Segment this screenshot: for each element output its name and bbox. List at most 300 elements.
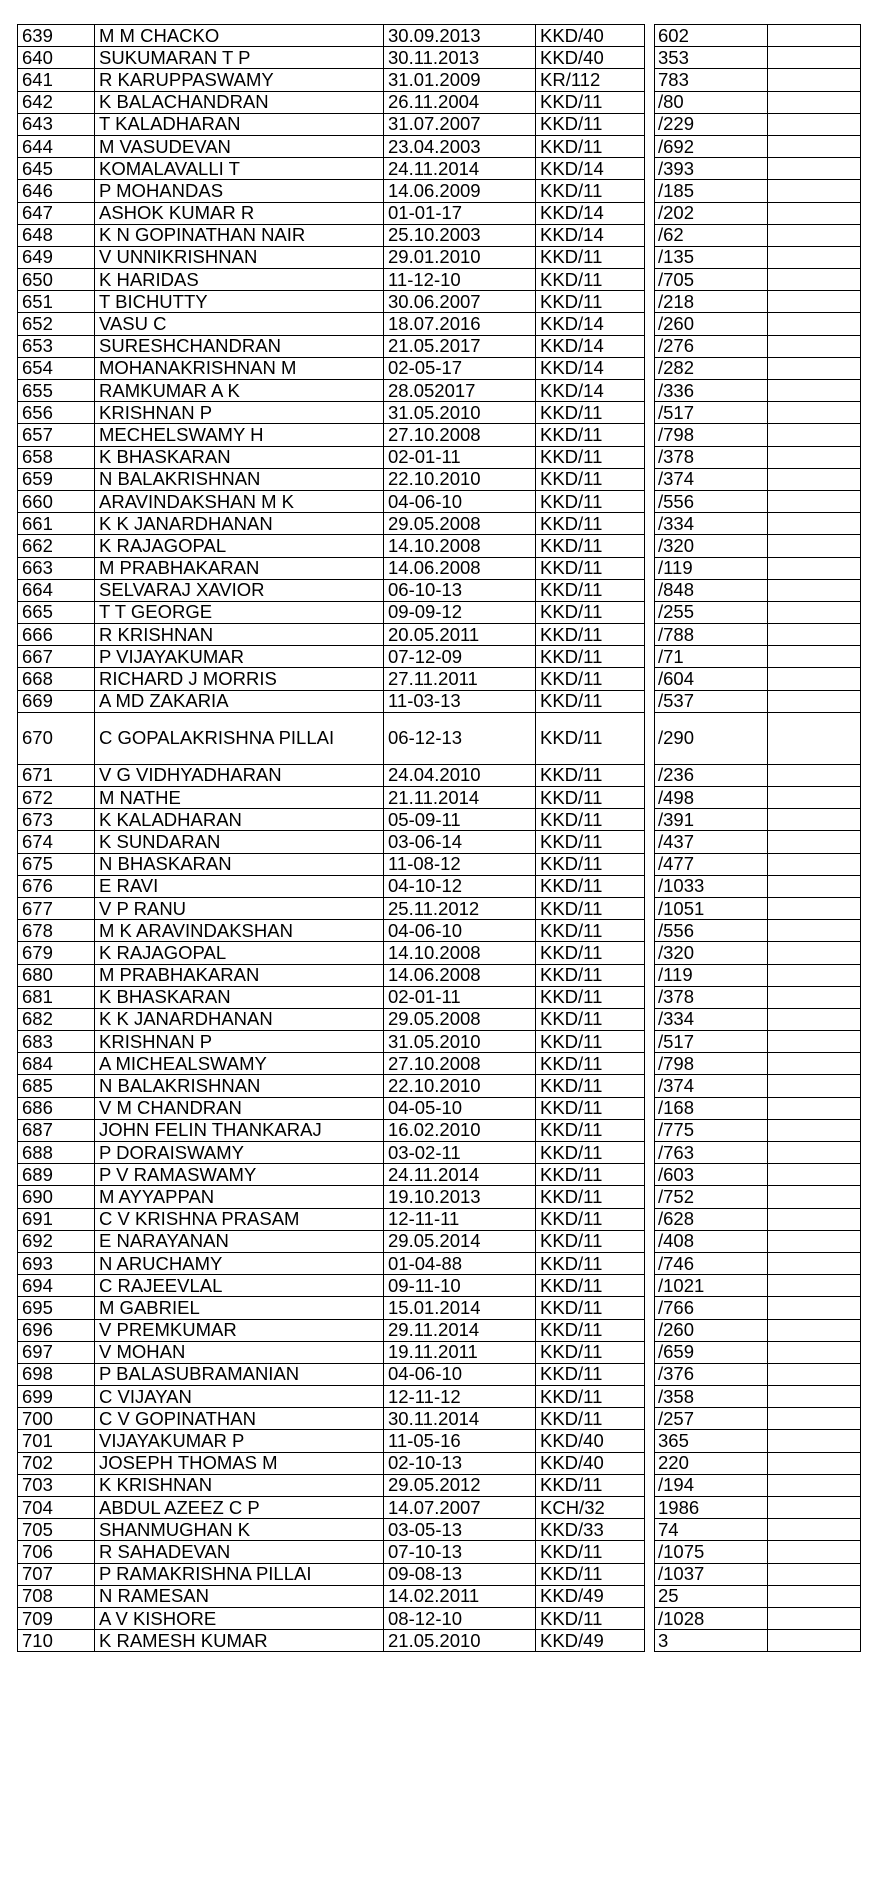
reference-number-cell: /282 [655, 357, 768, 379]
date-cell: 24.11.2014 [384, 1164, 536, 1186]
name-cell: C VIJAYAN [95, 1386, 384, 1408]
reference-prefix-cell: KKD/11 [536, 1008, 645, 1030]
name-cell: M GABRIEL [95, 1297, 384, 1319]
date-cell: 31.05.2010 [384, 402, 536, 424]
column-gap [645, 1563, 655, 1585]
reference-number-cell: /376 [655, 1363, 768, 1385]
reference-number-cell: /260 [655, 313, 768, 335]
date-cell: 31.01.2009 [384, 69, 536, 91]
table-row [18, 1053, 861, 1075]
date-cell: 29.11.2014 [384, 1319, 536, 1341]
serial-number-cell: 655 [18, 380, 95, 402]
table-row [18, 535, 861, 557]
table-row [18, 787, 861, 809]
remarks-cell [768, 180, 861, 202]
serial-number-cell: 693 [18, 1252, 95, 1274]
remarks-cell [768, 1097, 861, 1119]
remarks-cell [768, 313, 861, 335]
reference-number-cell: /517 [655, 1031, 768, 1053]
column-gap [645, 113, 655, 135]
reference-number-cell: /556 [655, 920, 768, 942]
date-cell: 21.05.2017 [384, 335, 536, 357]
remarks-cell [768, 809, 861, 831]
table-row [18, 1408, 861, 1430]
date-cell: 29.05.2008 [384, 1008, 536, 1030]
reference-prefix-cell: KKD/11 [536, 135, 645, 157]
column-gap [645, 1430, 655, 1452]
serial-number-cell: 708 [18, 1585, 95, 1607]
remarks-cell [768, 764, 861, 786]
reference-prefix-cell: KKD/11 [536, 1297, 645, 1319]
serial-number-cell: 697 [18, 1341, 95, 1363]
serial-number-cell: 685 [18, 1075, 95, 1097]
name-cell: C V KRISHNA PRASAM [95, 1208, 384, 1230]
reference-prefix-cell: KKD/11 [536, 113, 645, 135]
remarks-cell [768, 712, 861, 764]
serial-number-cell: 694 [18, 1275, 95, 1297]
name-cell: M AYYAPPAN [95, 1186, 384, 1208]
remarks-cell [768, 601, 861, 623]
date-cell: 08-12-10 [384, 1607, 536, 1629]
column-gap [645, 831, 655, 853]
serial-number-cell: 644 [18, 135, 95, 157]
table-row [18, 764, 861, 786]
column-gap [645, 1363, 655, 1385]
serial-number-cell: 673 [18, 809, 95, 831]
serial-number-cell: 674 [18, 831, 95, 853]
serial-number-cell: 659 [18, 468, 95, 490]
remarks-cell [768, 942, 861, 964]
reference-prefix-cell: KKD/11 [536, 1341, 645, 1363]
table-row [18, 1252, 861, 1274]
remarks-cell [768, 1452, 861, 1474]
name-cell: KOMALAVALLI T [95, 158, 384, 180]
table-body [18, 25, 861, 1652]
column-gap [645, 624, 655, 646]
serial-number-cell: 687 [18, 1119, 95, 1141]
serial-number-cell: 661 [18, 513, 95, 535]
column-gap [645, 712, 655, 764]
remarks-cell [768, 1363, 861, 1385]
table-row [18, 668, 861, 690]
date-cell: 18.07.2016 [384, 313, 536, 335]
reference-prefix-cell: KKD/14 [536, 357, 645, 379]
reference-number-cell: /378 [655, 986, 768, 1008]
name-cell: K RAJAGOPAL [95, 942, 384, 964]
reference-prefix-cell: KKD/11 [536, 646, 645, 668]
reference-number-cell: /393 [655, 158, 768, 180]
column-gap [645, 809, 655, 831]
reference-prefix-cell: KKD/11 [536, 246, 645, 268]
reference-prefix-cell: KKD/14 [536, 224, 645, 246]
remarks-cell [768, 224, 861, 246]
serial-number-cell: 688 [18, 1142, 95, 1164]
column-gap [645, 180, 655, 202]
reference-prefix-cell: KKD/14 [536, 158, 645, 180]
serial-number-cell: 648 [18, 224, 95, 246]
reference-number-cell: /62 [655, 224, 768, 246]
pension-register-table [17, 24, 861, 1652]
reference-number-cell: /604 [655, 668, 768, 690]
table-row [18, 557, 861, 579]
date-cell: 09-11-10 [384, 1275, 536, 1297]
reference-number-cell: /1021 [655, 1275, 768, 1297]
table-row [18, 1008, 861, 1030]
reference-number-cell: /1051 [655, 897, 768, 919]
serial-number-cell: 669 [18, 690, 95, 712]
reference-prefix-cell: KKD/14 [536, 313, 645, 335]
reference-prefix-cell: KKD/11 [536, 557, 645, 579]
column-gap [645, 646, 655, 668]
column-gap [645, 446, 655, 468]
name-cell: A MD ZAKARIA [95, 690, 384, 712]
reference-number-cell: /320 [655, 535, 768, 557]
reference-prefix-cell: KKD/11 [536, 490, 645, 512]
remarks-cell [768, 490, 861, 512]
serial-number-cell: 681 [18, 986, 95, 1008]
name-cell: K RAJAGOPAL [95, 535, 384, 557]
reference-prefix-cell: KKD/11 [536, 712, 645, 764]
table-row [18, 402, 861, 424]
serial-number-cell: 639 [18, 25, 95, 47]
reference-number-cell: /628 [655, 1208, 768, 1230]
name-cell: KRISHNAN P [95, 1031, 384, 1053]
reference-number-cell: /705 [655, 269, 768, 291]
table-row [18, 335, 861, 357]
serial-number-cell: 707 [18, 1563, 95, 1585]
table-row [18, 1430, 861, 1452]
name-cell: K K JANARDHANAN [95, 1008, 384, 1030]
date-cell: 02-01-11 [384, 986, 536, 1008]
column-gap [645, 1164, 655, 1186]
remarks-cell [768, 402, 861, 424]
date-cell: 14.06.2008 [384, 964, 536, 986]
serial-number-cell: 667 [18, 646, 95, 668]
reference-number-cell: /1028 [655, 1607, 768, 1629]
name-cell: SHANMUGHAN K [95, 1519, 384, 1541]
reference-prefix-cell: KKD/40 [536, 1452, 645, 1474]
date-cell: 05-09-11 [384, 809, 536, 831]
table-row [18, 897, 861, 919]
column-gap [645, 269, 655, 291]
serial-number-cell: 642 [18, 91, 95, 113]
remarks-cell [768, 853, 861, 875]
reference-prefix-cell: KKD/11 [536, 1208, 645, 1230]
name-cell: VIJAYAKUMAR P [95, 1430, 384, 1452]
column-gap [645, 1497, 655, 1519]
name-cell: R KRISHNAN [95, 624, 384, 646]
serial-number-cell: 704 [18, 1497, 95, 1519]
remarks-cell [768, 513, 861, 535]
name-cell: N RAMESAN [95, 1585, 384, 1607]
reference-number-cell: /692 [655, 135, 768, 157]
reference-prefix-cell: KKD/11 [536, 875, 645, 897]
date-cell: 15.01.2014 [384, 1297, 536, 1319]
table-row [18, 1075, 861, 1097]
column-gap [645, 579, 655, 601]
remarks-cell [768, 831, 861, 853]
name-cell: SURESHCHANDRAN [95, 335, 384, 357]
reference-number-cell: /766 [655, 1297, 768, 1319]
reference-prefix-cell: KKD/40 [536, 1430, 645, 1452]
table-row [18, 831, 861, 853]
table-row [18, 357, 861, 379]
name-cell: M PRABHAKARAN [95, 557, 384, 579]
column-gap [645, 1097, 655, 1119]
serial-number-cell: 653 [18, 335, 95, 357]
serial-number-cell: 649 [18, 246, 95, 268]
remarks-cell [768, 1230, 861, 1252]
reference-prefix-cell: KKD/11 [536, 402, 645, 424]
column-gap [645, 380, 655, 402]
reference-prefix-cell: KKD/11 [536, 1275, 645, 1297]
table-row [18, 1230, 861, 1252]
reference-number-cell: /498 [655, 787, 768, 809]
column-gap [645, 787, 655, 809]
column-gap [645, 1341, 655, 1363]
date-cell: 04-06-10 [384, 1363, 536, 1385]
reference-number-cell: /1037 [655, 1563, 768, 1585]
column-gap [645, 69, 655, 91]
table-row [18, 135, 861, 157]
name-cell: N ARUCHAMY [95, 1252, 384, 1274]
date-cell: 29.05.2012 [384, 1474, 536, 1496]
remarks-cell [768, 158, 861, 180]
serial-number-cell: 689 [18, 1164, 95, 1186]
remarks-cell [768, 1031, 861, 1053]
name-cell: T KALADHARAN [95, 113, 384, 135]
date-cell: 11-12-10 [384, 269, 536, 291]
table-row [18, 91, 861, 113]
date-cell: 16.02.2010 [384, 1119, 536, 1141]
date-cell: 29.05.2008 [384, 513, 536, 535]
reference-prefix-cell: KKD/11 [536, 269, 645, 291]
column-gap [645, 764, 655, 786]
date-cell: 22.10.2010 [384, 468, 536, 490]
name-cell: N BHASKARAN [95, 853, 384, 875]
serial-number-cell: 700 [18, 1408, 95, 1430]
table-row [18, 1164, 861, 1186]
reference-number-cell: /374 [655, 468, 768, 490]
date-cell: 29.01.2010 [384, 246, 536, 268]
reference-number-cell: 365 [655, 1430, 768, 1452]
date-cell: 30.11.2014 [384, 1408, 536, 1430]
date-cell: 27.10.2008 [384, 424, 536, 446]
serial-number-cell: 710 [18, 1630, 95, 1652]
remarks-cell [768, 557, 861, 579]
reference-number-cell: 783 [655, 69, 768, 91]
table-row [18, 246, 861, 268]
name-cell: V UNNIKRISHNAN [95, 246, 384, 268]
serial-number-cell: 691 [18, 1208, 95, 1230]
reference-prefix-cell: KKD/11 [536, 1031, 645, 1053]
serial-number-cell: 690 [18, 1186, 95, 1208]
remarks-cell [768, 1297, 861, 1319]
date-cell: 02-05-17 [384, 357, 536, 379]
column-gap [645, 91, 655, 113]
reference-number-cell: /798 [655, 424, 768, 446]
reference-prefix-cell: KKD/14 [536, 202, 645, 224]
reference-prefix-cell: KKD/11 [536, 579, 645, 601]
reference-number-cell: /334 [655, 1008, 768, 1030]
date-cell: 20.05.2011 [384, 624, 536, 646]
date-cell: 04-10-12 [384, 875, 536, 897]
name-cell: P V RAMASWAMY [95, 1164, 384, 1186]
table-row [18, 1208, 861, 1230]
reference-number-cell: /603 [655, 1164, 768, 1186]
table-row [18, 1519, 861, 1541]
remarks-cell [768, 690, 861, 712]
column-gap [645, 335, 655, 357]
reference-number-cell: /1033 [655, 875, 768, 897]
reference-prefix-cell: KKD/11 [536, 1164, 645, 1186]
remarks-cell [768, 269, 861, 291]
column-gap [645, 1075, 655, 1097]
table-row [18, 380, 861, 402]
reference-prefix-cell: KR/112 [536, 69, 645, 91]
column-gap [645, 1319, 655, 1341]
name-cell: K HARIDAS [95, 269, 384, 291]
column-gap [645, 1008, 655, 1030]
name-cell: C RAJEEVLAL [95, 1275, 384, 1297]
name-cell: ABDUL AZEEZ C P [95, 1497, 384, 1519]
column-gap [645, 158, 655, 180]
date-cell: 04-06-10 [384, 920, 536, 942]
reference-prefix-cell: KKD/11 [536, 535, 645, 557]
date-cell: 03-05-13 [384, 1519, 536, 1541]
remarks-cell [768, 202, 861, 224]
column-gap [645, 1519, 655, 1541]
name-cell: MECHELSWAMY H [95, 424, 384, 446]
serial-number-cell: 652 [18, 313, 95, 335]
remarks-cell [768, 1474, 861, 1496]
table-row [18, 446, 861, 468]
serial-number-cell: 696 [18, 1319, 95, 1341]
reference-prefix-cell: KKD/11 [536, 897, 645, 919]
column-gap [645, 1186, 655, 1208]
reference-prefix-cell: KKD/11 [536, 1319, 645, 1341]
reference-prefix-cell: KKD/11 [536, 1119, 645, 1141]
name-cell: M K ARAVINDAKSHAN [95, 920, 384, 942]
remarks-cell [768, 69, 861, 91]
reference-number-cell: /260 [655, 1319, 768, 1341]
date-cell: 11-03-13 [384, 690, 536, 712]
reference-number-cell: /218 [655, 291, 768, 313]
name-cell: SUKUMARAN T P [95, 47, 384, 69]
name-cell: VASU C [95, 313, 384, 335]
reference-prefix-cell: KKD/11 [536, 809, 645, 831]
column-gap [645, 690, 655, 712]
name-cell: E NARAYANAN [95, 1230, 384, 1252]
name-cell: SELVARAJ XAVIOR [95, 579, 384, 601]
date-cell: 19.11.2011 [384, 1341, 536, 1363]
reference-number-cell: 220 [655, 1452, 768, 1474]
reference-prefix-cell: KKD/11 [536, 1097, 645, 1119]
table-row [18, 1097, 861, 1119]
name-cell: RICHARD J MORRIS [95, 668, 384, 690]
table-row [18, 25, 861, 47]
reference-prefix-cell: KKD/11 [536, 624, 645, 646]
name-cell: C V GOPINATHAN [95, 1408, 384, 1430]
column-gap [645, 668, 655, 690]
column-gap [645, 468, 655, 490]
table-row [18, 875, 861, 897]
remarks-cell [768, 335, 861, 357]
reference-number-cell: /358 [655, 1386, 768, 1408]
reference-prefix-cell: KKD/11 [536, 853, 645, 875]
serial-number-cell: 668 [18, 668, 95, 690]
remarks-cell [768, 1053, 861, 1075]
serial-number-cell: 640 [18, 47, 95, 69]
serial-number-cell: 680 [18, 964, 95, 986]
reference-number-cell: /119 [655, 964, 768, 986]
remarks-cell [768, 787, 861, 809]
table-row [18, 1541, 861, 1563]
reference-number-cell: /746 [655, 1252, 768, 1274]
table-row [18, 69, 861, 91]
reference-number-cell: /229 [655, 113, 768, 135]
date-cell: 01-04-88 [384, 1252, 536, 1274]
name-cell: K SUNDARAN [95, 831, 384, 853]
remarks-cell [768, 668, 861, 690]
column-gap [645, 224, 655, 246]
serial-number-cell: 709 [18, 1607, 95, 1629]
remarks-cell [768, 25, 861, 47]
table-row [18, 490, 861, 512]
reference-number-cell: /185 [655, 180, 768, 202]
remarks-cell [768, 1164, 861, 1186]
column-gap [645, 313, 655, 335]
remarks-cell [768, 357, 861, 379]
table-row [18, 853, 861, 875]
serial-number-cell: 670 [18, 712, 95, 764]
reference-prefix-cell: KKD/49 [536, 1630, 645, 1652]
date-cell: 31.05.2010 [384, 1031, 536, 1053]
serial-number-cell: 686 [18, 1097, 95, 1119]
serial-number-cell: 672 [18, 787, 95, 809]
table-row [18, 920, 861, 942]
remarks-cell [768, 1386, 861, 1408]
column-gap [645, 1607, 655, 1629]
remarks-cell [768, 1075, 861, 1097]
date-cell: 29.05.2014 [384, 1230, 536, 1252]
remarks-cell [768, 986, 861, 1008]
remarks-cell [768, 1585, 861, 1607]
name-cell: A V KISHORE [95, 1607, 384, 1629]
table-row [18, 1630, 861, 1652]
date-cell: 21.11.2014 [384, 787, 536, 809]
column-gap [645, 1208, 655, 1230]
serial-number-cell: 650 [18, 269, 95, 291]
name-cell: RAMKUMAR A K [95, 380, 384, 402]
serial-number-cell: 676 [18, 875, 95, 897]
column-gap [645, 1452, 655, 1474]
table-row [18, 809, 861, 831]
reference-prefix-cell: KKD/11 [536, 513, 645, 535]
column-gap [645, 986, 655, 1008]
table-row [18, 513, 861, 535]
serial-number-cell: 646 [18, 180, 95, 202]
name-cell: M M CHACKO [95, 25, 384, 47]
column-gap [645, 964, 655, 986]
table-row [18, 1119, 861, 1141]
table-row [18, 579, 861, 601]
remarks-cell [768, 1275, 861, 1297]
column-gap [645, 535, 655, 557]
serial-number-cell: 692 [18, 1230, 95, 1252]
name-cell: K K JANARDHANAN [95, 513, 384, 535]
serial-number-cell: 699 [18, 1386, 95, 1408]
